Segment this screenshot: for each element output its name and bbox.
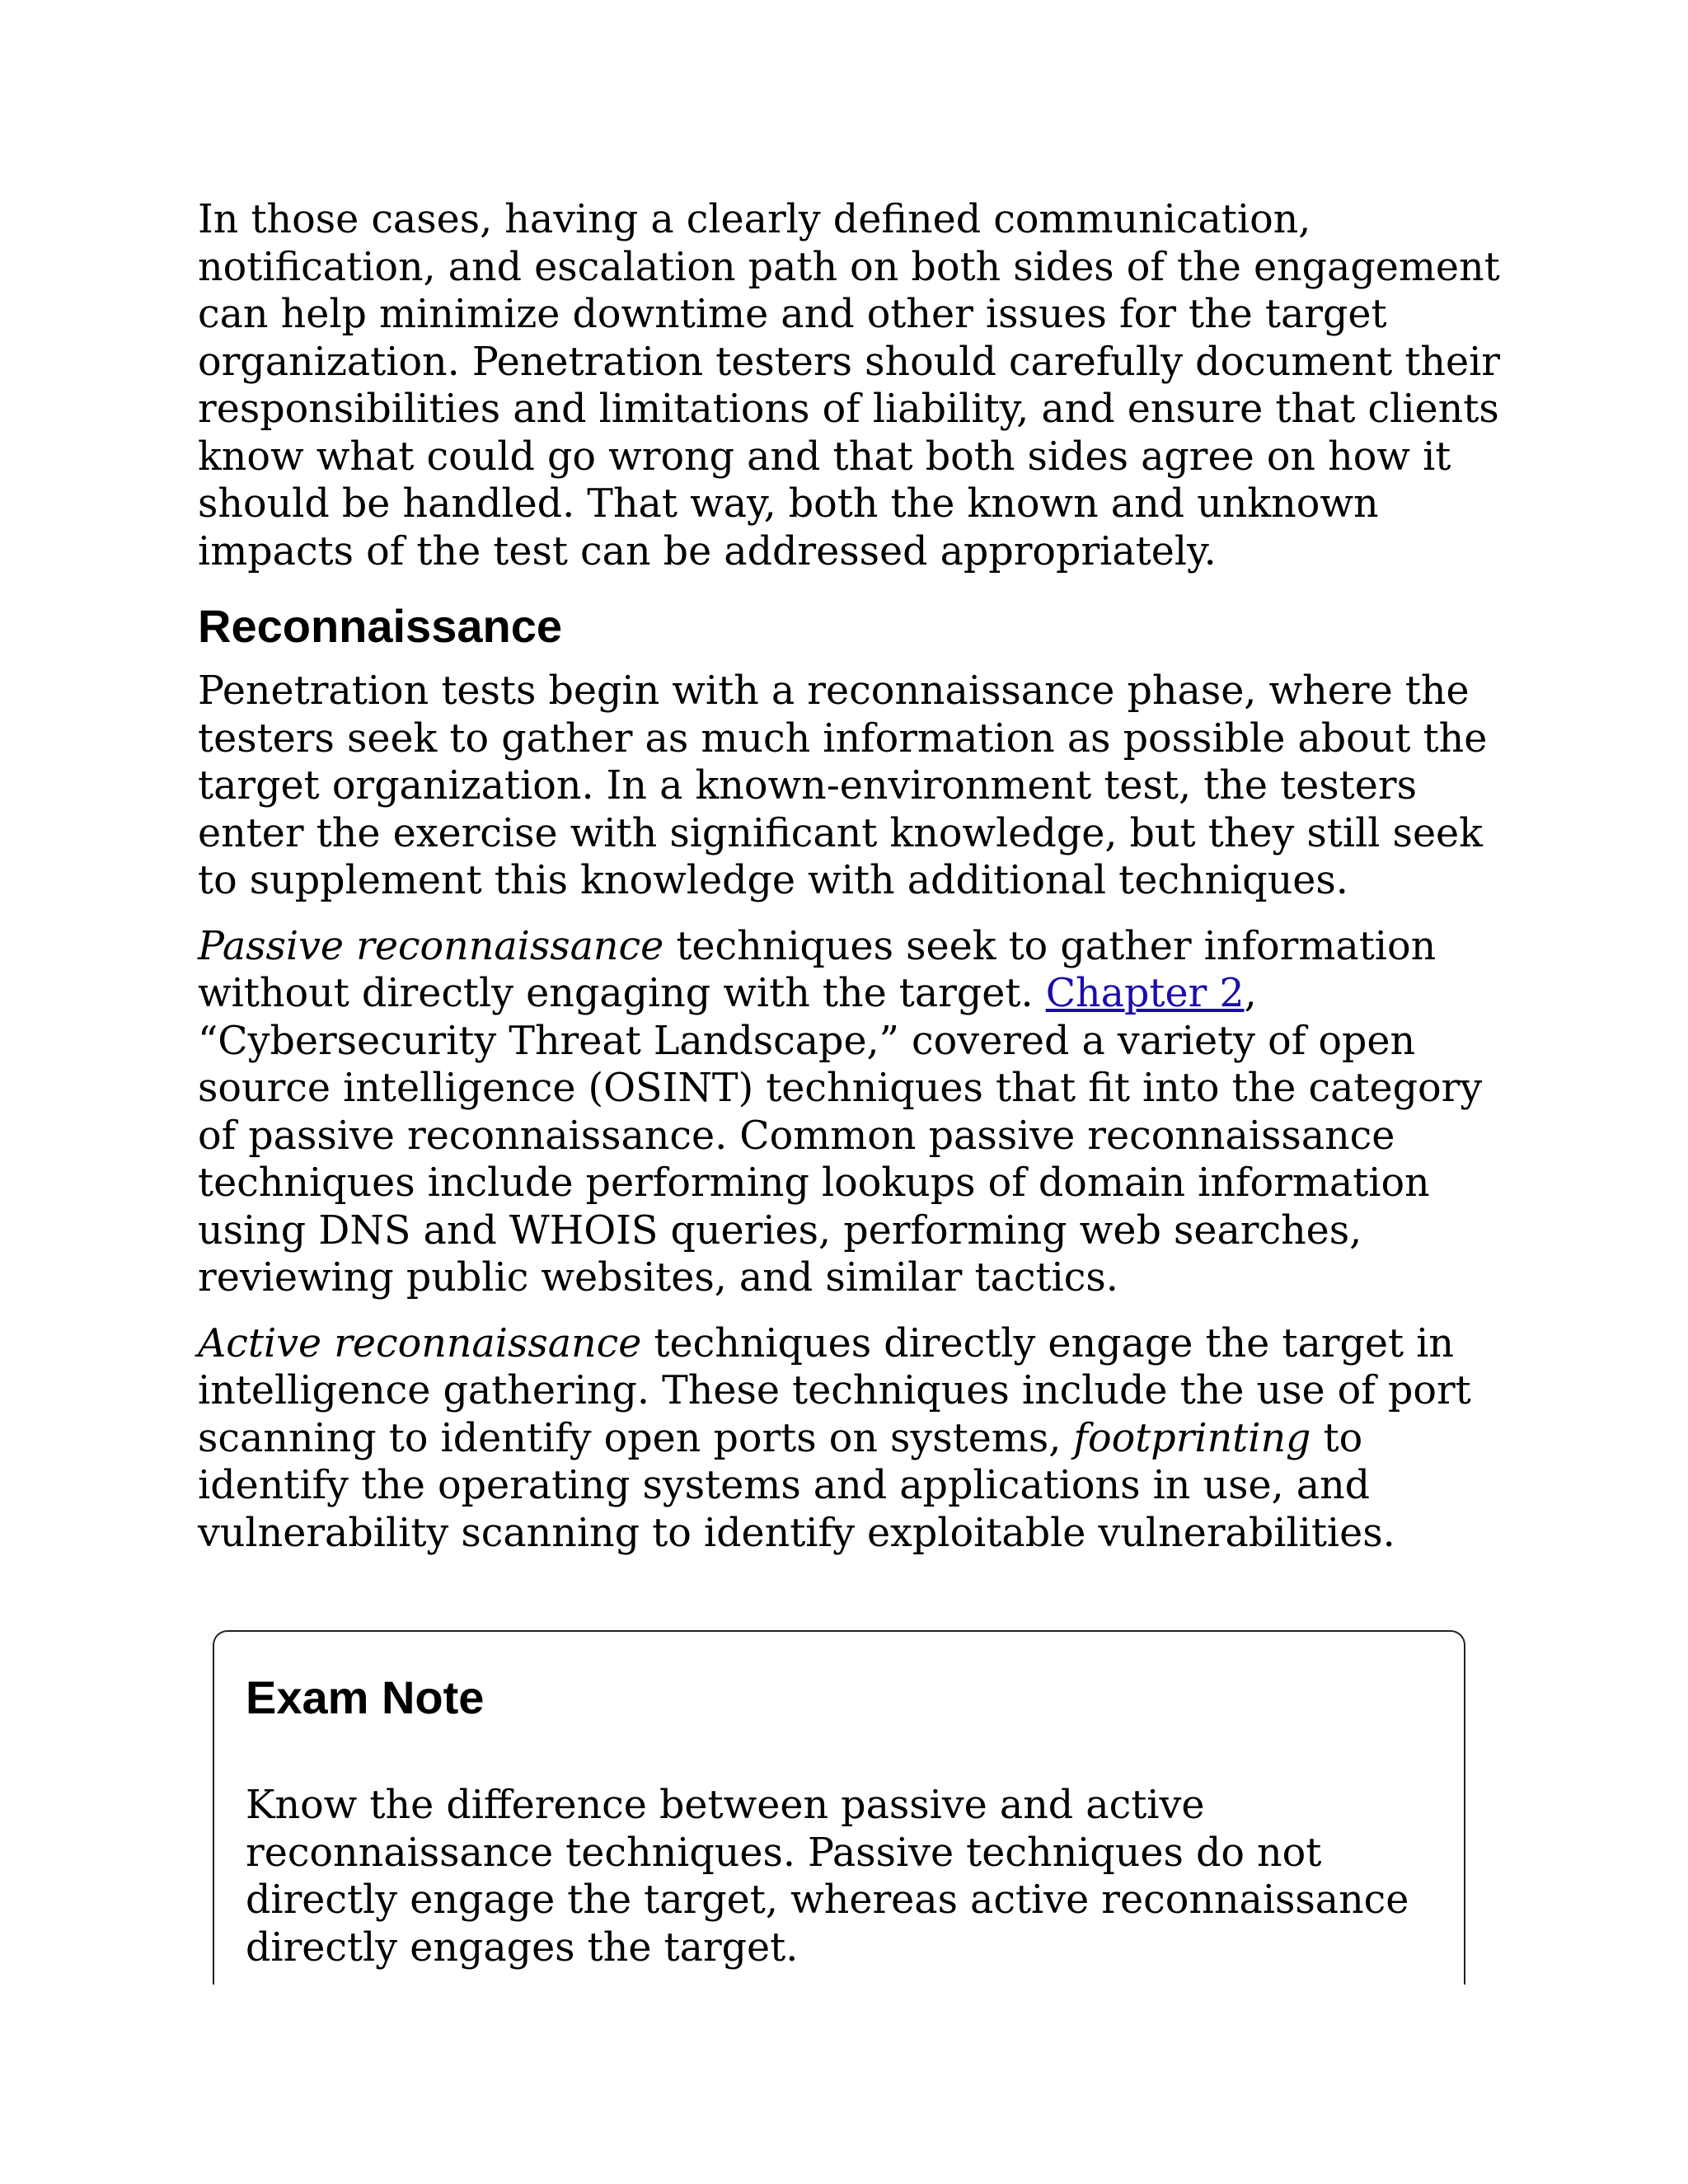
section-heading: Reconnaissance [198, 600, 562, 652]
active-text-2: to identify the operating systems and applications in use, and vulnerability scanning to identify exploitable vulnerabilities. [198, 1415, 1395, 1556]
footprinting-term: footprinting [1073, 1415, 1311, 1461]
intro-paragraph: In those cases, having a clearly defined communication, notification, and escalation path on both sides of the engagement can help minimize downtime and other issues for the target organization. Penetration testers should carefully document their responsibilities and limitations of liability, and ensure that clients know what could go wrong and that both sides agree on how it should be handled. That way, both the known and unknown impacts of the test can be addressed appropriately. [198, 197, 1501, 574]
exam-note-text: Know the difference between passive and active reconnaissance techniques. Passive techniques do not directly engage the target, whereas active reconnaissance directly engages the target. [246, 1783, 1409, 1971]
active-reconnaissance-term: Active reconnaissance [198, 1320, 642, 1366]
exam-note-box [213, 1630, 1465, 1985]
passive-text-after-link: , “Cybersecurity Threat Landscape,” covered a variety of open source intelligence (OSINT) techniques that fit into the category of passive reconnaissance. Common passive reconnaissance techniques include performing lookups of domain information using DNS and WHOIS queries, performing web searches, reviewing public websites, and similar tactics. [198, 971, 1483, 1301]
page-content [198, 196, 1500, 1575]
active-text-1: techniques directly engage the target in intelligence gathering. These techniques include the use of port scanning to identify open ports on systems, [198, 1320, 1471, 1461]
active-reconnaissance-paragraph [198, 1320, 1500, 1558]
passive-reconnaissance-paragraph [198, 923, 1500, 1302]
chapter-2-link[interactable]: Chapter 2 [1045, 971, 1245, 1016]
passive-text-before-link: techniques seek to gather information without directly engaging with the target. [198, 923, 1437, 1016]
exam-note-title: Exam Note [246, 1671, 485, 1723]
passive-reconnaissance-term: Passive reconnaissance [198, 923, 664, 969]
reconnaissance-paragraph: Penetration tests begin with a reconnaissance phase, where the testers seek to gather as much information as possible about the target organization. In a known-environment test, the testers enter the exercise with significant knowledge, but they still seek to supplement this knowledge with additional techniques. [198, 668, 1488, 903]
